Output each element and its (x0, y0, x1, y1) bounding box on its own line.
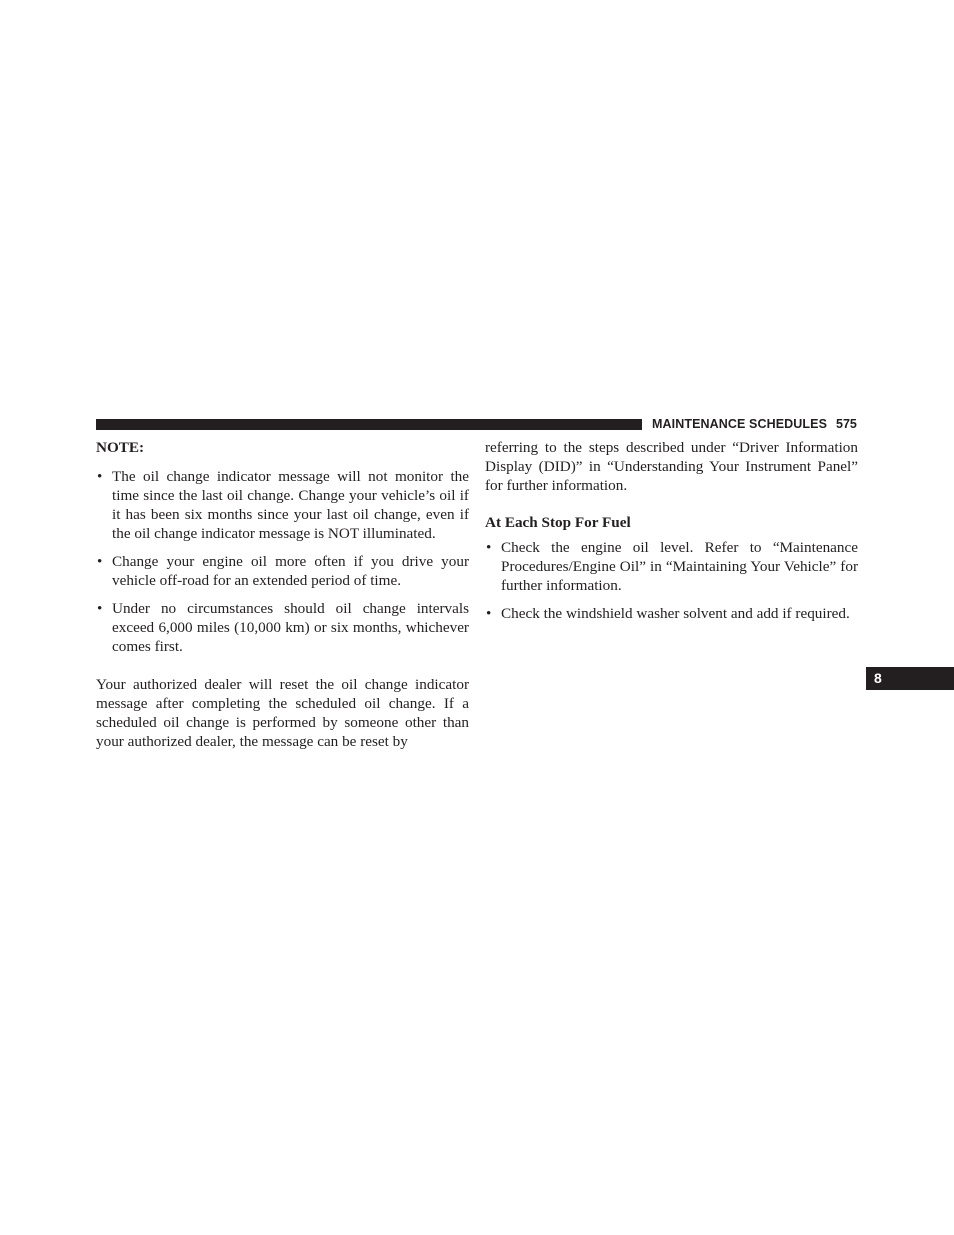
chapter-tab: 8 (866, 667, 954, 690)
bullet-icon: • (97, 468, 103, 485)
running-header-title: MAINTENANCE SCHEDULES (652, 417, 828, 431)
section-subheading: At Each Stop For Fuel (485, 514, 631, 531)
continued-paragraph: referring to the steps described under “Driver Information Display (DID)” in “Understanding Your Instrument Panel” for further information. (485, 439, 858, 494)
header-rule (96, 419, 642, 430)
list-item (96, 599, 469, 656)
list-item-text: Check the engine oil level. Refer to “Maintenance Procedures/Engine Oil” in “Maintaining Your Vehicle” for further information. (501, 539, 858, 594)
list-item (485, 538, 858, 595)
right-column (485, 438, 858, 632)
list-item (96, 467, 469, 543)
list-item-text: Check the windshield washer solvent and add if required. (501, 605, 850, 622)
bullet-icon: • (486, 539, 492, 556)
list-item-text: The oil change indicator message will not monitor the time since the last oil change. Change your vehicle’s oil if it has been six months since your last oil change, even if the oil change indicator message is NOT illuminated. (112, 468, 469, 542)
list-item (96, 552, 469, 590)
list-item-text: Change your engine oil more often if you drive your vehicle off-road for an extended period of time. (112, 553, 469, 589)
page-number: 575 (836, 417, 857, 431)
bullet-icon: • (97, 600, 103, 617)
left-column (96, 438, 469, 751)
list-item (485, 604, 858, 623)
dealer-reset-paragraph: Your authorized dealer will reset the oil change indicator message after completing the scheduled oil change. If a scheduled oil change is performed by someone other than your authorized dealer, the message can be reset by (96, 676, 469, 750)
list-item-text: Under no circumstances should oil change intervals exceed 6,000 miles (10,000 km) or six months, whichever comes first. (112, 600, 469, 655)
fuel-stop-bullet-list (485, 538, 858, 623)
bullet-icon: • (486, 605, 492, 622)
note-heading: NOTE: (96, 439, 145, 456)
note-bullet-list (96, 467, 469, 656)
bullet-icon: • (97, 553, 103, 570)
